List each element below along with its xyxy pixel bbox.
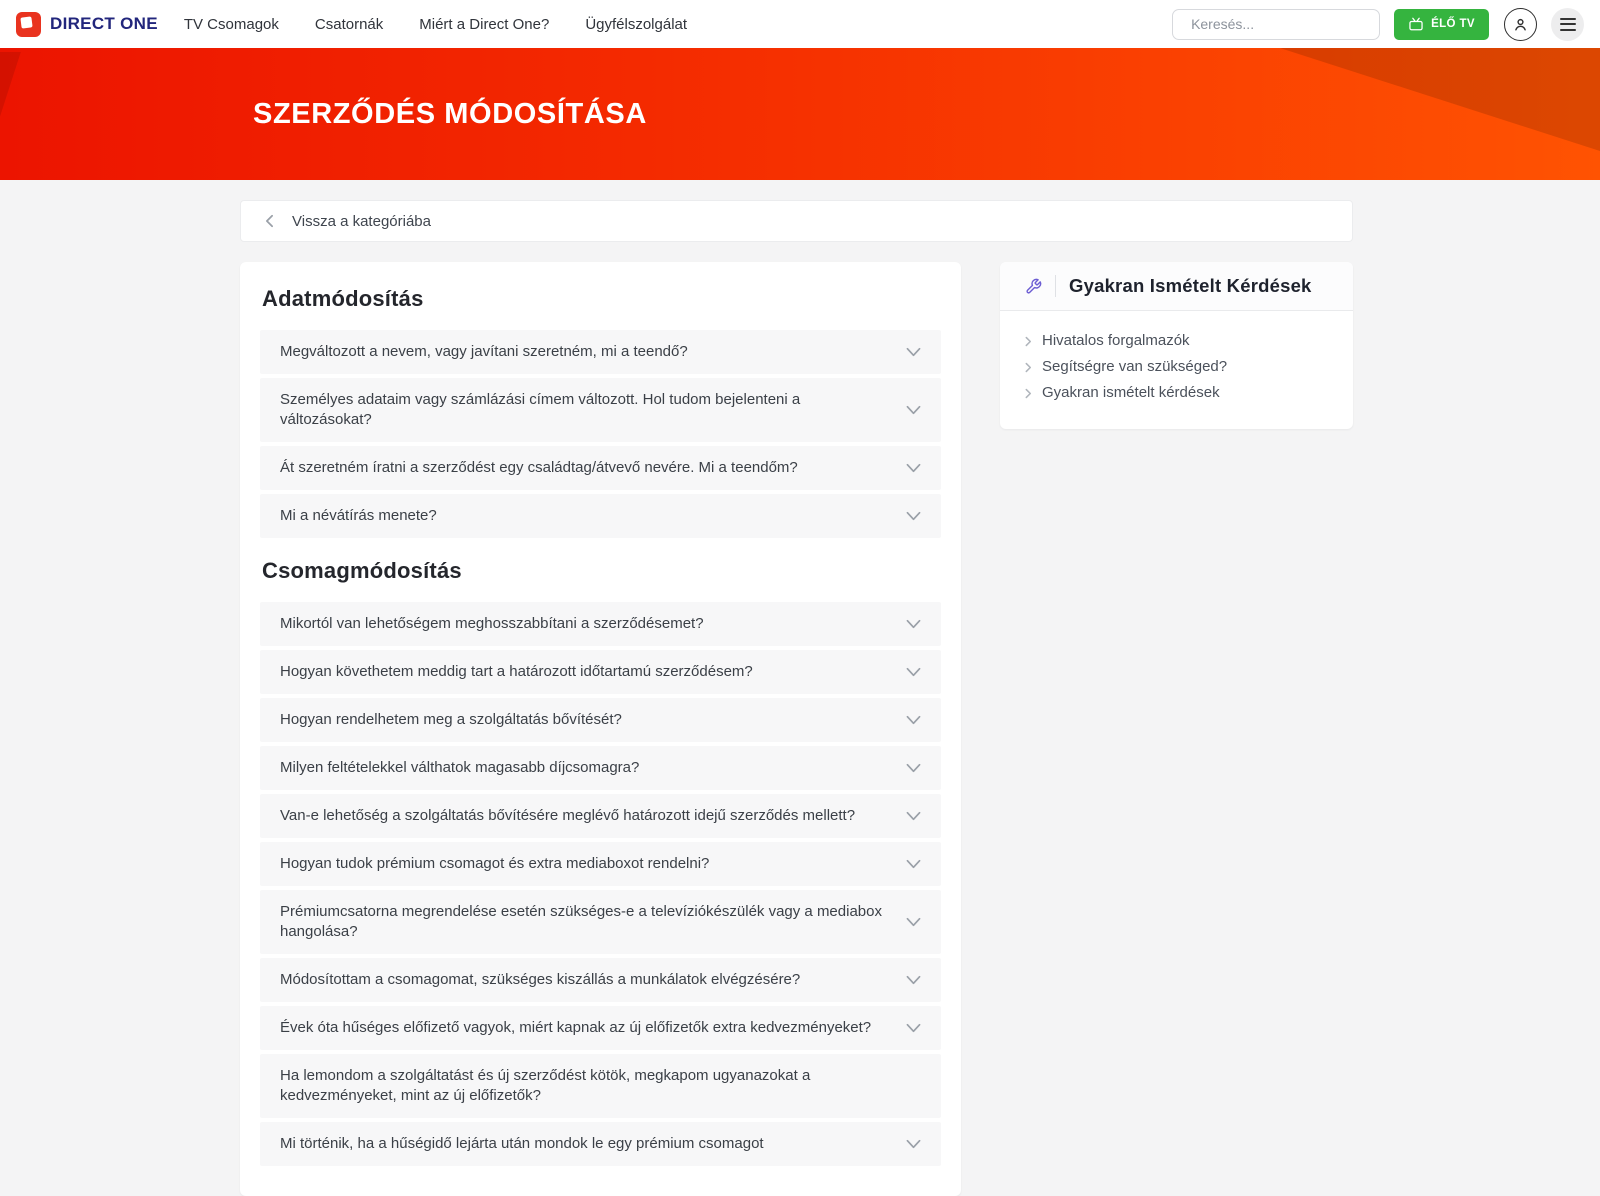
chevron-down-icon bbox=[906, 715, 921, 725]
faq-question-text: Van-e lehetőség a szolgáltatás bővítésére meglévő határozott idejű szerződés mellett? bbox=[280, 807, 856, 824]
nav-item-tv-csomagok[interactable]: TV Csomagok bbox=[183, 15, 279, 33]
faq-question-text: Mikortól van lehetőségem meghosszabbítani a szerződésemet? bbox=[280, 615, 704, 632]
chevron-down-icon bbox=[906, 667, 921, 677]
faq-question[interactable] bbox=[260, 1006, 941, 1050]
hamburger-icon bbox=[1560, 18, 1576, 31]
chevron-down-icon bbox=[906, 619, 921, 629]
sidebar-link-label: Gyakran ismételt kérdések bbox=[1042, 384, 1220, 401]
breadcrumb-back[interactable] bbox=[240, 200, 1353, 242]
brand-logo-text: DIRECT ONE bbox=[50, 14, 158, 33]
hamburger-menu-button[interactable] bbox=[1551, 8, 1584, 41]
sidebar-title: Gyakran Ismételt Kérdések bbox=[1069, 275, 1312, 296]
account-button[interactable] bbox=[1504, 8, 1537, 41]
faq-question-text: Módosítottam a csomagomat, szükséges kiszállás a munkálatok elvégzésére? bbox=[280, 971, 801, 988]
faq-question[interactable] bbox=[260, 958, 941, 1002]
faq-question[interactable] bbox=[260, 698, 941, 742]
faq-question[interactable] bbox=[260, 602, 941, 646]
chevron-down-icon bbox=[906, 859, 921, 869]
section-title-csomagmodositas: Csomagmódosítás bbox=[262, 558, 462, 583]
faq-sidebar bbox=[1000, 262, 1353, 429]
faq-question-text: Mi a névátírás menete? bbox=[280, 507, 437, 524]
tv-icon bbox=[1408, 17, 1424, 31]
search-box[interactable] bbox=[1172, 9, 1380, 40]
main-nav bbox=[184, 16, 687, 33]
wrench-icon bbox=[1025, 278, 1042, 295]
faq-question[interactable] bbox=[260, 650, 941, 694]
brand-logo[interactable] bbox=[16, 12, 158, 37]
chevron-down-icon bbox=[906, 347, 921, 357]
brand-logo-icon bbox=[16, 12, 41, 37]
breadcrumb-label: Vissza a kategóriába bbox=[292, 212, 431, 230]
sidebar-link-segitsegre-van-szukseged[interactable] bbox=[1025, 354, 1333, 380]
faq-question-text: Át szeretném íratni a szerződést egy családtag/átvevő nevére. Mi a teendőm? bbox=[280, 459, 798, 476]
chevron-down-icon bbox=[906, 405, 921, 415]
live-tv-label: ÉLŐ TV bbox=[1431, 18, 1475, 30]
faq-question[interactable] bbox=[260, 330, 941, 374]
faq-question-text: Prémiumcsatorna megrendelése esetén szükséges-e a televíziókészülék vagy a mediabox hangolása? bbox=[280, 903, 882, 940]
faq-question-text: Megváltozott a nevem, vagy javítani szeretném, mi a teendő? bbox=[280, 343, 688, 360]
search-input[interactable] bbox=[1191, 16, 1372, 32]
chevron-down-icon bbox=[906, 463, 921, 473]
section-title-adatmodositas: Adatmódosítás bbox=[262, 286, 424, 311]
faq-question[interactable] bbox=[260, 494, 941, 538]
faq-question-text: Hogyan rendelhetem meg a szolgáltatás bővítését? bbox=[280, 711, 622, 728]
chevron-down-icon bbox=[906, 975, 921, 985]
chevron-left-icon bbox=[265, 214, 274, 228]
sidebar-links bbox=[1000, 311, 1353, 429]
header-divider bbox=[1055, 275, 1056, 297]
chevron-down-icon bbox=[906, 763, 921, 773]
faq-question[interactable] bbox=[260, 890, 941, 954]
sidebar-link-label: Segítségre van szükséged? bbox=[1042, 358, 1228, 375]
page-title: SZERZŐDÉS MÓDOSÍTÁSA bbox=[253, 97, 647, 130]
chevron-down-icon bbox=[906, 1023, 921, 1033]
faq-question[interactable] bbox=[260, 1054, 941, 1118]
nav-item-ugyfelszolgalat[interactable]: Ügyfélszolgálat bbox=[585, 15, 688, 33]
sidebar-link-label: Hivatalos forgalmazók bbox=[1042, 332, 1190, 349]
faq-question-text: Mi történik, ha a hűségidő lejárta után mondok le egy prémium csomagot bbox=[280, 1135, 764, 1152]
faq-question[interactable] bbox=[260, 842, 941, 886]
faq-question[interactable] bbox=[260, 746, 941, 790]
faq-question-text: Milyen feltételekkel válthatok magasabb díjcsomagra? bbox=[280, 759, 640, 776]
sidebar-link-hivatalos-forgalmazok[interactable] bbox=[1025, 328, 1333, 354]
chevron-down-icon bbox=[906, 511, 921, 521]
faq-question[interactable] bbox=[260, 794, 941, 838]
faq-question[interactable] bbox=[260, 446, 941, 490]
sidebar-link-gyakran-ismetelt-kerdesek[interactable] bbox=[1025, 380, 1333, 406]
nav-item-csatornak[interactable]: Csatornák bbox=[314, 15, 384, 33]
live-tv-button[interactable] bbox=[1394, 9, 1489, 40]
top-navbar bbox=[0, 0, 1600, 48]
faq-question-text: Évek óta hűséges előfizető vagyok, miért kapnak az új előfizetők extra kedvezményeket? bbox=[280, 1019, 872, 1036]
user-icon bbox=[1512, 16, 1529, 33]
chevron-right-icon bbox=[1025, 336, 1032, 347]
faq-card bbox=[240, 262, 961, 1196]
faq-question-text: Hogyan követhetem meddig tart a határozott időtartamú szerződésem? bbox=[280, 663, 753, 680]
sidebar-header bbox=[1000, 262, 1353, 311]
nav-item-miert-a-direct-one[interactable]: Miért a Direct One? bbox=[419, 15, 550, 33]
chevron-right-icon bbox=[1025, 388, 1032, 399]
chevron-down-icon bbox=[906, 811, 921, 821]
chevron-down-icon bbox=[906, 917, 921, 927]
faq-question-text: Személyes adataim vagy számlázási címem változott. Hol tudom bejelenteni a változásokat? bbox=[280, 391, 801, 428]
hero-banner bbox=[0, 48, 1600, 180]
chevron-down-icon bbox=[906, 1139, 921, 1149]
faq-question-text: Hogyan tudok prémium csomagot és extra mediaboxot rendelni? bbox=[280, 855, 710, 872]
chevron-right-icon bbox=[1025, 362, 1032, 373]
faq-question[interactable] bbox=[260, 1122, 941, 1166]
faq-question[interactable] bbox=[260, 378, 941, 442]
faq-question-text: Ha lemondom a szolgáltatást és új szerződést kötök, megkapom ugyanazokat a kedvezményeket, mint az új előfizetők? bbox=[280, 1067, 811, 1104]
